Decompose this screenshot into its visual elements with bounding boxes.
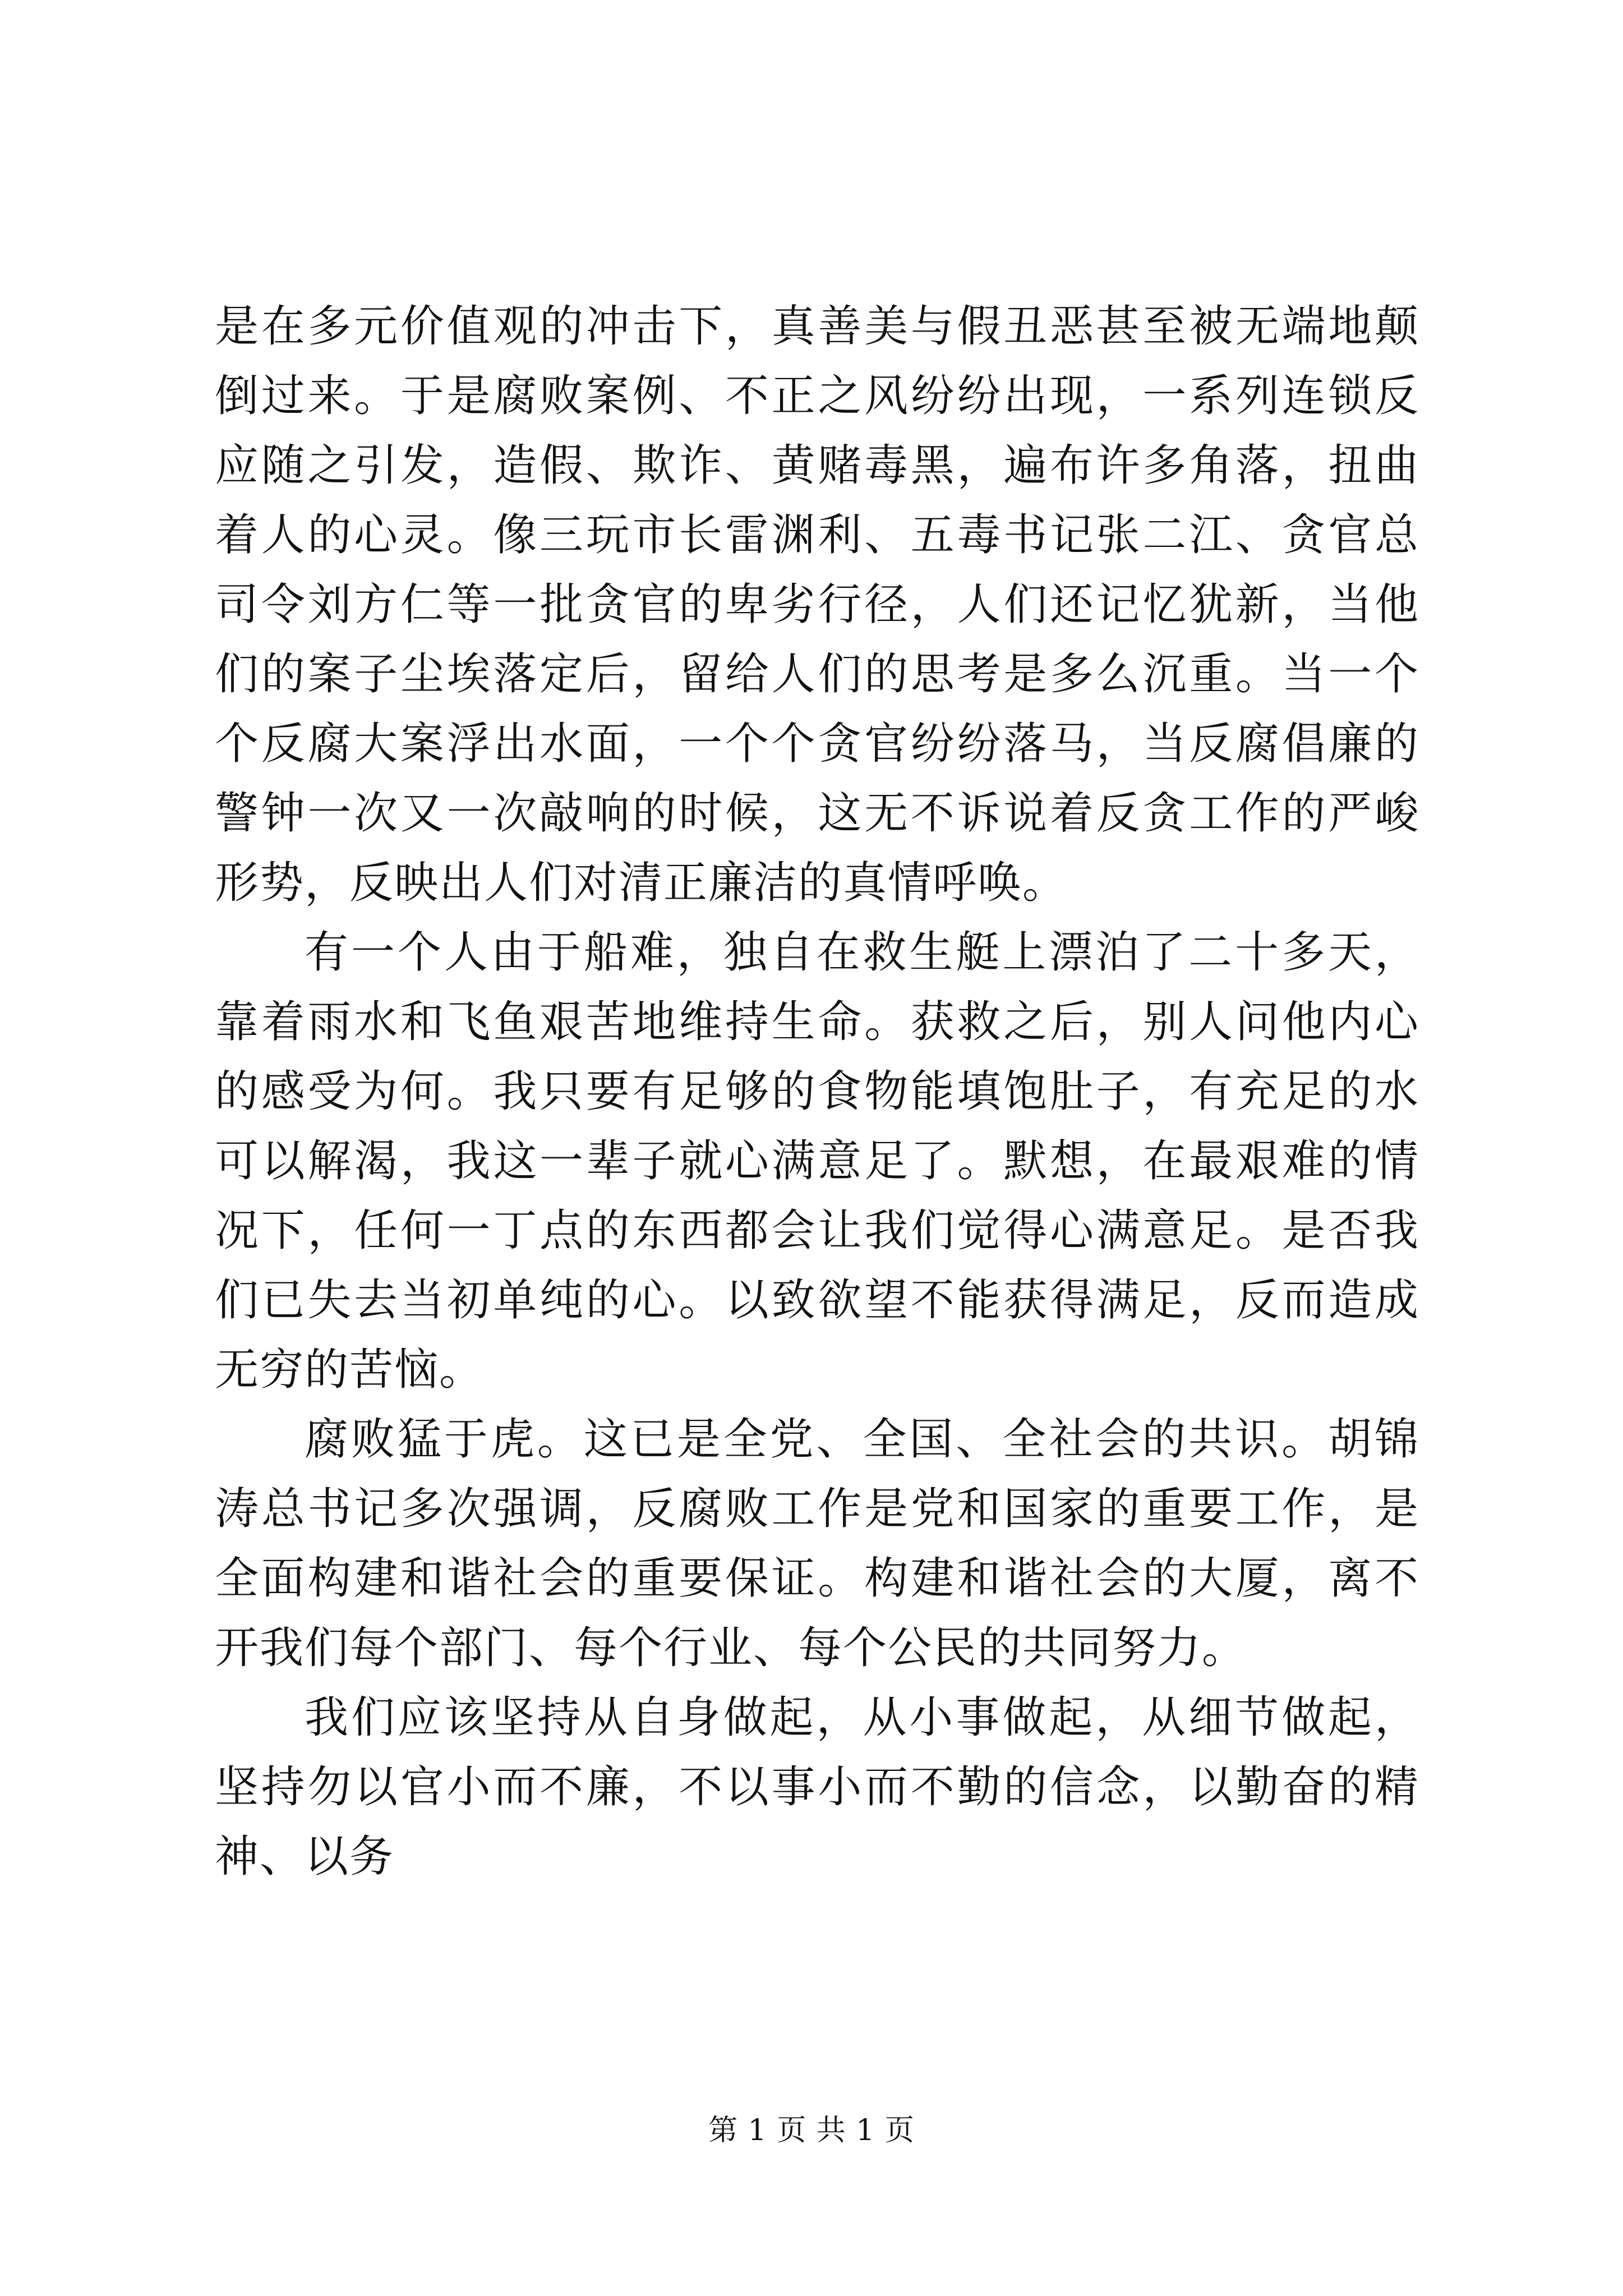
page-number-label: 第 1 页 共 1 页 [708, 2114, 915, 2147]
paragraph-2: 有一个人由于船难，独自在救生艇上漂泊了二十多天，靠着雨水和飞鱼艰苦地维持生命。获救之后，别人问他内心的感受为何。我只要有足够的食物能填饱肚子，有充足的水可以解渴，我这一辈子就心满意足了。默想，在最艰难的情况下，任何一丁点的东西都会让我们觉得心满意足。是否我们已失去当初单纯的心。以致欲望不能获得满足，反而造成无穷的苦恼。 [215, 927, 1419, 1395]
paragraph-1: 是在多元价值观的冲击下，真善美与假丑恶甚至被无端地颠倒过来。于是腐败案例、不正之风纷纷出现，一系列连锁反应随之引发，造假、欺诈、黄赌毒黑，遍布许多角落，扭曲着人的心灵。像三玩市长雷渊利、五毒书记张二江、贪官总司令刘方仁等一批贪官的卑劣行径，人们还记忆犹新，当他们的案子尘埃落定后，留给人们的思考是多么沉重。当一个个反腐大案浮出水面，一个个贪官纷纷落马，当反腐倡廉的警钟一次又一次敲响的时候，这无不诉说着反贪工作的严峻形势，反映出人们对清正廉洁的真情呼唤。 [215, 301, 1419, 908]
paragraph-3: 腐败猛于虎。这已是全党、全国、全社会的共识。胡锦涛总书记多次强调，反腐败工作是党和国家的重要工作，是全面构建和谐社会的重要保证。构建和谐社会的大厦，离不开我们每个部门、每个行业、每个公民的共同努力。 [215, 1414, 1419, 1673]
paragraph-4: 我们应该坚持从自身做起，从小事做起，从细节做起，坚持勿以官小而不廉，不以事小而不勤的信念，以勤奋的精神、以务 [215, 1692, 1419, 1882]
page-footer [0, 2113, 1623, 2148]
document-body [215, 292, 1419, 1892]
